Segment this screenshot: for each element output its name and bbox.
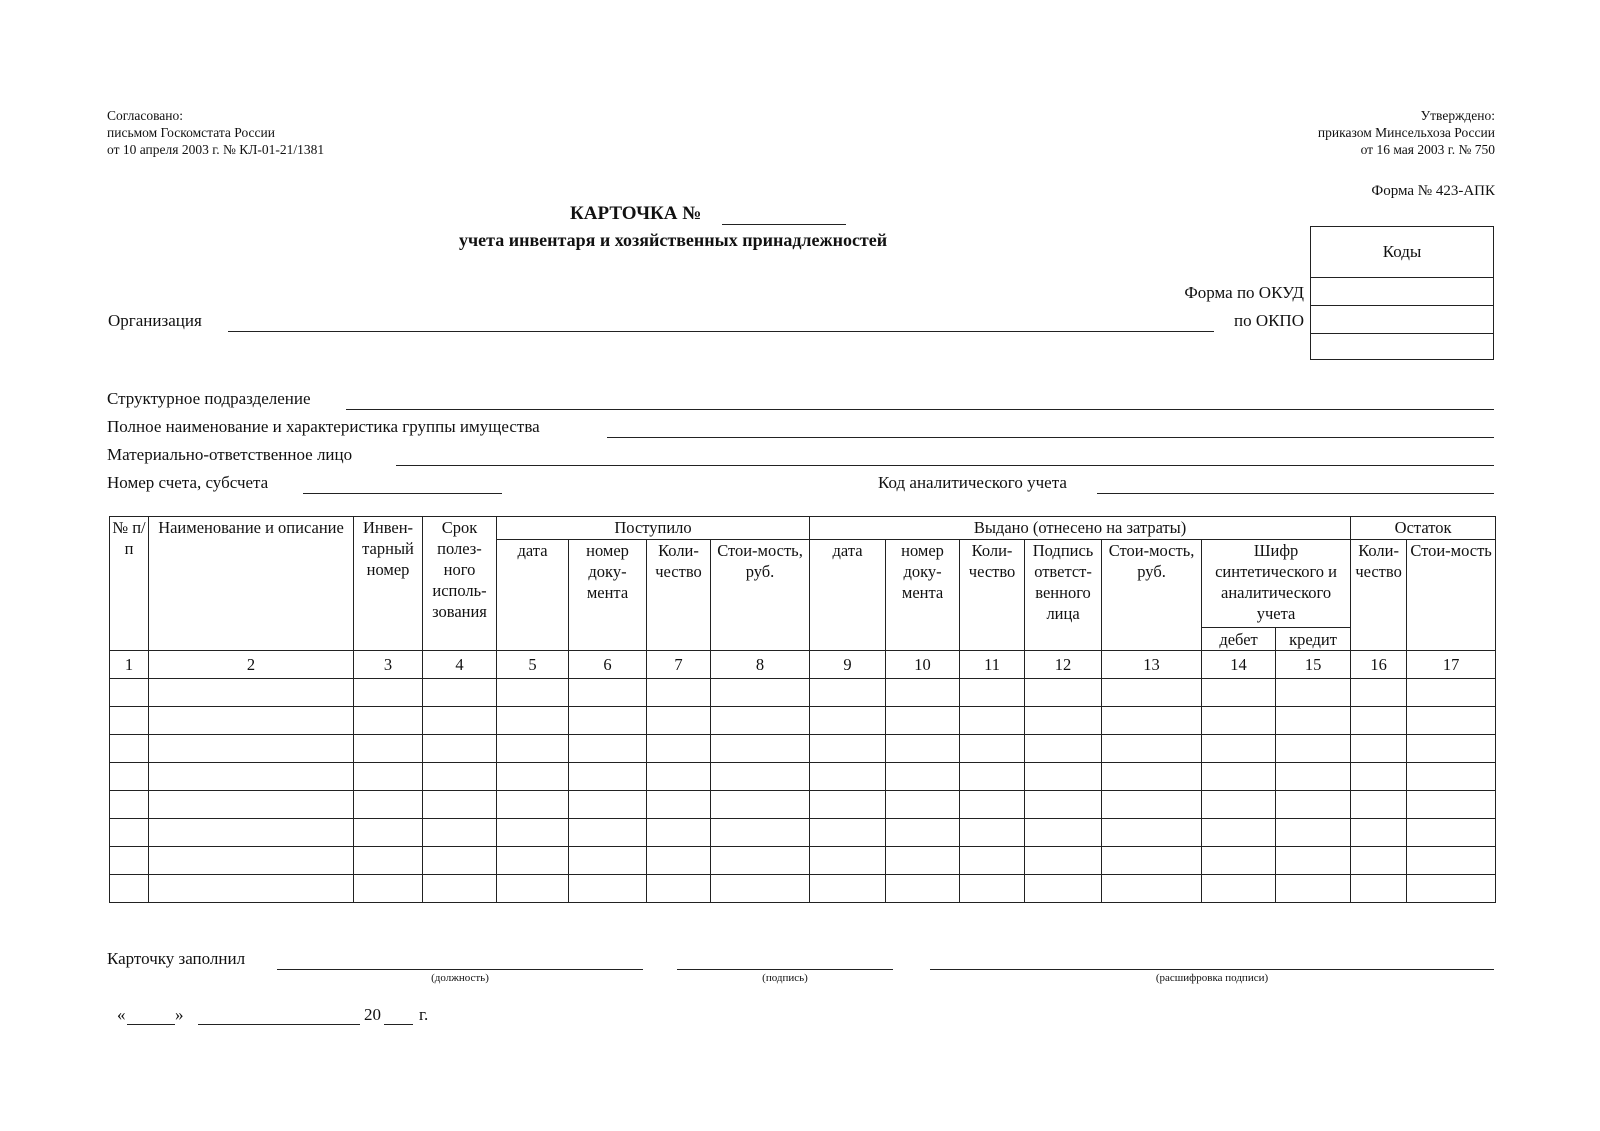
table-cell[interactable]: [1351, 679, 1407, 707]
table-cell[interactable]: [711, 707, 810, 735]
table-cell[interactable]: [423, 707, 497, 735]
table-cell[interactable]: [497, 791, 569, 819]
table-row: [110, 847, 1496, 875]
table-cell[interactable]: [1202, 735, 1276, 763]
table-cell[interactable]: [810, 707, 886, 735]
column-number-cell: 4: [423, 651, 497, 679]
table-cell[interactable]: [149, 847, 354, 875]
account-line[interactable]: [303, 493, 502, 494]
year-prefix: 20: [364, 1005, 381, 1024]
table-cell[interactable]: [1351, 763, 1407, 791]
card-subtitle: учета инвентаря и хозяйственных принадлежностей: [459, 230, 888, 250]
table-cell[interactable]: [647, 679, 711, 707]
table-cell[interactable]: [886, 707, 960, 735]
table-cell[interactable]: [1276, 735, 1351, 763]
in-qty-header: Коли-чество: [647, 540, 711, 651]
table-cell[interactable]: [647, 735, 711, 763]
table-row: [110, 819, 1496, 847]
column-number-cell: 6: [569, 651, 647, 679]
table-cell[interactable]: [569, 847, 647, 875]
table-cell[interactable]: [1025, 847, 1102, 875]
table-cell[interactable]: [1407, 875, 1496, 903]
day-line[interactable]: [127, 1024, 175, 1025]
table-cell[interactable]: [647, 819, 711, 847]
table-cell[interactable]: [354, 847, 423, 875]
confirmation-date: от 16 мая 2003 г. № 750: [1360, 142, 1495, 157]
card-title: [570, 203, 701, 225]
column-number-cell: 5: [497, 651, 569, 679]
confirmation-block: [1318, 107, 1495, 158]
table-cell[interactable]: [1351, 847, 1407, 875]
table-cell[interactable]: [423, 763, 497, 791]
decoding-line[interactable]: [930, 969, 1494, 970]
table-cell[interactable]: [810, 875, 886, 903]
organization-label: Организация: [108, 311, 202, 330]
confirmation-order: приказом Минсельхоза России: [1317, 125, 1495, 140]
table-cell[interactable]: [569, 763, 647, 791]
table-cell[interactable]: [1025, 875, 1102, 903]
table-cell[interactable]: [711, 819, 810, 847]
table-cell[interactable]: [354, 819, 423, 847]
table-cell[interactable]: [569, 735, 647, 763]
table-cell[interactable]: [149, 679, 354, 707]
table-cell[interactable]: [354, 679, 423, 707]
approval-letter: письмом Госкомстата России: [107, 125, 275, 140]
organization-line[interactable]: [228, 331, 1214, 332]
codes-header: Коды: [1311, 227, 1493, 278]
table-cell[interactable]: [1202, 875, 1276, 903]
table-cell[interactable]: [960, 791, 1025, 819]
table-cell[interactable]: [423, 847, 497, 875]
table-cell[interactable]: [1102, 707, 1202, 735]
table-cell[interactable]: [423, 791, 497, 819]
column-numbers-row: [110, 651, 1496, 679]
table-cell[interactable]: [1276, 875, 1351, 903]
out-cost-header: Стои-мость, руб.: [1102, 540, 1202, 651]
column-number-cell: 3: [354, 651, 423, 679]
table-row: [110, 679, 1496, 707]
column-number-cell: 12: [1025, 651, 1102, 679]
approval-block: [107, 107, 324, 158]
analytic-code-label: Код аналитического учета: [878, 473, 1067, 492]
table-cell[interactable]: [149, 735, 354, 763]
rest-cost-header: Стои-мость: [1407, 540, 1496, 651]
table-cell[interactable]: [149, 707, 354, 735]
table-cell[interactable]: [1407, 679, 1496, 707]
table-cell[interactable]: [886, 763, 960, 791]
table-cell[interactable]: [1025, 735, 1102, 763]
table-cell[interactable]: [1407, 735, 1496, 763]
column-number-cell: 17: [1407, 651, 1496, 679]
table-row: [110, 791, 1496, 819]
year-suffix: г.: [419, 1005, 429, 1024]
okud-cell[interactable]: [1311, 278, 1493, 306]
table-cell[interactable]: [1202, 847, 1276, 875]
table-cell[interactable]: [110, 735, 149, 763]
column-number-cell: 2: [149, 651, 354, 679]
extra-code-cell[interactable]: [1311, 334, 1493, 361]
table-cell[interactable]: [647, 791, 711, 819]
table-cell[interactable]: [1276, 791, 1351, 819]
table-cell[interactable]: [354, 707, 423, 735]
column-number-cell: 16: [1351, 651, 1407, 679]
table-cell[interactable]: [354, 875, 423, 903]
column-number-cell: 15: [1276, 651, 1351, 679]
table-cell[interactable]: [647, 763, 711, 791]
table-cell[interactable]: [886, 735, 960, 763]
department-line[interactable]: [346, 409, 1494, 410]
group-rest-header: Остаток: [1351, 517, 1496, 540]
table-cell[interactable]: [1025, 763, 1102, 791]
table-cell[interactable]: [110, 819, 149, 847]
column-number-cell: 8: [711, 651, 810, 679]
position-caption: (должность): [431, 972, 489, 984]
okpo-label: по ОКПО: [1233, 311, 1304, 330]
codes-box: [1310, 226, 1494, 360]
table-cell[interactable]: [1202, 791, 1276, 819]
table-cell[interactable]: [810, 847, 886, 875]
table-cell[interactable]: [354, 763, 423, 791]
table-cell[interactable]: [1276, 847, 1351, 875]
table-cell[interactable]: [810, 679, 886, 707]
out-sign-header: Подпись ответст-венного лица: [1025, 540, 1102, 651]
signature-caption: (подпись): [762, 972, 808, 984]
table-cell[interactable]: [647, 875, 711, 903]
column-number-cell: 7: [647, 651, 711, 679]
quote-close: »: [175, 1005, 184, 1024]
table-cell[interactable]: [1025, 791, 1102, 819]
table-cell[interactable]: [960, 875, 1025, 903]
table-cell[interactable]: [354, 791, 423, 819]
table-cell[interactable]: [1351, 791, 1407, 819]
table-cell[interactable]: [423, 875, 497, 903]
table-cell[interactable]: [1351, 819, 1407, 847]
table-cell[interactable]: [354, 735, 423, 763]
table-cell[interactable]: [110, 875, 149, 903]
col-name-header: Наименование и описание: [149, 517, 354, 651]
table-cell[interactable]: [149, 819, 354, 847]
analytic-code-line[interactable]: [1097, 493, 1494, 494]
table-cell[interactable]: [569, 791, 647, 819]
rest-qty-header: Коли-чество: [1351, 540, 1407, 651]
table-cell[interactable]: [647, 847, 711, 875]
table-cell[interactable]: [960, 819, 1025, 847]
month-line[interactable]: [198, 1024, 360, 1025]
table-cell[interactable]: [1025, 707, 1102, 735]
table-cell[interactable]: [647, 707, 711, 735]
table-cell[interactable]: [1351, 875, 1407, 903]
table-body: [110, 679, 1496, 903]
table-cell[interactable]: [497, 763, 569, 791]
table-cell[interactable]: [810, 735, 886, 763]
table-cell[interactable]: [1102, 875, 1202, 903]
filled-by-label: Карточку заполнил: [107, 949, 246, 968]
table-cell[interactable]: [1025, 679, 1102, 707]
table-cell[interactable]: [423, 679, 497, 707]
table-cell[interactable]: [497, 847, 569, 875]
table-cell[interactable]: [711, 763, 810, 791]
column-number-cell: 1: [110, 651, 149, 679]
table-cell[interactable]: [886, 875, 960, 903]
column-number-cell: 14: [1202, 651, 1276, 679]
table-cell[interactable]: [810, 791, 886, 819]
table-cell[interactable]: [1102, 763, 1202, 791]
table-cell[interactable]: [1351, 707, 1407, 735]
table-cell[interactable]: [1276, 679, 1351, 707]
approval-title: Согласовано:: [107, 108, 183, 123]
table-cell[interactable]: [1102, 679, 1202, 707]
in-cost-header: Стои-мость, руб.: [711, 540, 810, 651]
position-line[interactable]: [277, 969, 643, 970]
table-cell[interactable]: [569, 707, 647, 735]
out-date-header: дата: [810, 540, 886, 651]
table-cell[interactable]: [711, 875, 810, 903]
table-cell[interactable]: [149, 791, 354, 819]
responsible-label: Материально-ответственное лицо: [107, 445, 353, 464]
approval-date: от 10 апреля 2003 г. № КЛ-01-21/1381: [107, 142, 325, 157]
table-cell[interactable]: [886, 847, 960, 875]
table-cell[interactable]: [711, 679, 810, 707]
table-cell[interactable]: [1025, 819, 1102, 847]
table-cell[interactable]: [110, 707, 149, 735]
table-cell[interactable]: [1407, 847, 1496, 875]
group-in-header: Поступило: [497, 517, 810, 540]
table-row: [110, 763, 1496, 791]
table-cell[interactable]: [569, 679, 647, 707]
table-cell[interactable]: [1102, 819, 1202, 847]
column-number-cell: 11: [960, 651, 1025, 679]
table-cell[interactable]: [1351, 735, 1407, 763]
table-row: [110, 707, 1496, 735]
cipher-header: Шифр синтетического и аналитического учета: [1202, 540, 1351, 628]
responsible-line[interactable]: [396, 465, 1494, 466]
table-cell[interactable]: [1407, 791, 1496, 819]
signature-line[interactable]: [677, 969, 893, 970]
quote-open: «: [117, 1005, 126, 1024]
form-number: Форма № 423-АПК: [1371, 183, 1495, 199]
table-cell[interactable]: [1276, 763, 1351, 791]
table-cell[interactable]: [423, 819, 497, 847]
table-cell[interactable]: [960, 679, 1025, 707]
group-out-header: Выдано (отнесено на затраты): [810, 517, 1351, 540]
credit-header: кредит: [1276, 628, 1351, 651]
table-cell[interactable]: [149, 875, 354, 903]
table-cell[interactable]: [886, 679, 960, 707]
table-cell[interactable]: [886, 819, 960, 847]
table-cell[interactable]: [497, 819, 569, 847]
table-row: [110, 875, 1496, 903]
column-number-cell: 13: [1102, 651, 1202, 679]
table-cell[interactable]: [110, 763, 149, 791]
department-label: Структурное подразделение: [107, 389, 311, 408]
card-number-line[interactable]: [722, 224, 846, 225]
table-cell[interactable]: [1102, 735, 1202, 763]
group-name-line[interactable]: [607, 437, 1494, 438]
table-cell[interactable]: [1202, 763, 1276, 791]
col-term-header: Срок полез-ного исполь-зования: [423, 517, 497, 651]
table-cell[interactable]: [497, 875, 569, 903]
table-cell[interactable]: [1102, 847, 1202, 875]
account-label: Номер счета, субсчета: [107, 473, 269, 492]
in-date-header: дата: [497, 540, 569, 651]
table-cell[interactable]: [497, 735, 569, 763]
column-number-cell: 10: [886, 651, 960, 679]
table-cell[interactable]: [149, 763, 354, 791]
okud-label: Форма по ОКУД: [1184, 283, 1304, 302]
table-cell[interactable]: [110, 679, 149, 707]
table-cell[interactable]: [960, 735, 1025, 763]
table-cell[interactable]: [810, 763, 886, 791]
decoding-caption: (расшифровка подписи): [1155, 972, 1269, 984]
table-cell[interactable]: [1276, 707, 1351, 735]
inventory-table: [109, 516, 1496, 903]
table-cell[interactable]: [110, 847, 149, 875]
out-doc-header: номер доку-мента: [886, 540, 960, 651]
in-doc-header: номер доку-мента: [569, 540, 647, 651]
table-row: [110, 735, 1496, 763]
out-qty-header: Коли-чество: [960, 540, 1025, 651]
column-number-cell: 9: [810, 651, 886, 679]
table-cell[interactable]: [1102, 791, 1202, 819]
table-cell[interactable]: [960, 763, 1025, 791]
table-cell[interactable]: [569, 875, 647, 903]
confirmation-title: Утверждено:: [1420, 108, 1495, 123]
table-cell[interactable]: [569, 819, 647, 847]
group-name-label: Полное наименование и характеристика группы имущества: [107, 417, 540, 436]
table-cell[interactable]: [1202, 707, 1276, 735]
table-cell[interactable]: [1202, 679, 1276, 707]
table-cell[interactable]: [810, 819, 886, 847]
col-num-header: № п/п: [110, 517, 149, 651]
table-cell[interactable]: [1276, 819, 1351, 847]
table-cell[interactable]: [1407, 763, 1496, 791]
table-cell[interactable]: [711, 791, 810, 819]
table-cell[interactable]: [711, 735, 810, 763]
table-cell[interactable]: [886, 791, 960, 819]
table-cell[interactable]: [423, 735, 497, 763]
table-cell[interactable]: [711, 847, 810, 875]
col-inv-header: Инвен-тарный номер: [354, 517, 423, 651]
okpo-cell[interactable]: [1311, 306, 1493, 334]
table-cell[interactable]: [1407, 707, 1496, 735]
table-cell[interactable]: [960, 707, 1025, 735]
card-title-text: КАРТОЧКА №: [570, 203, 702, 224]
debit-header: дебет: [1202, 628, 1276, 651]
table-cell[interactable]: [497, 707, 569, 735]
table-cell[interactable]: [497, 679, 569, 707]
year-line[interactable]: [384, 1024, 413, 1025]
table-cell[interactable]: [1202, 819, 1276, 847]
table-cell[interactable]: [1407, 819, 1496, 847]
table-cell[interactable]: [110, 791, 149, 819]
table-cell[interactable]: [960, 847, 1025, 875]
